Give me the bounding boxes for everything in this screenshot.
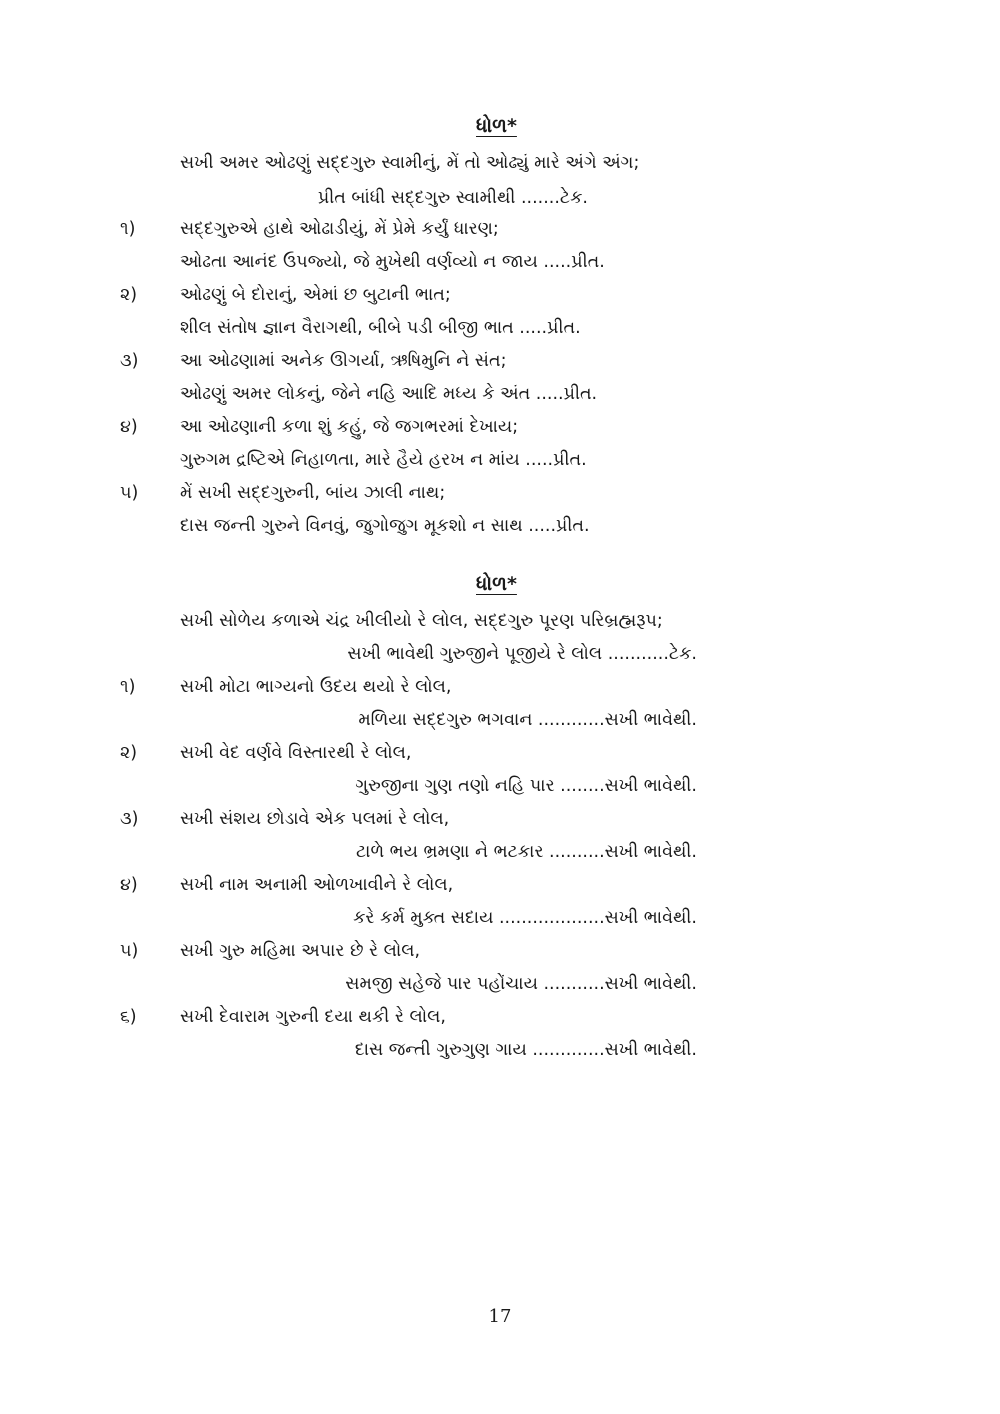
verse-line-1: આ ઓઢણામાં અનેક ઊગર્યા, ઋષિમુનિ ને સંત; [180, 351, 507, 371]
verse-number: ૬) [120, 1007, 137, 1027]
song-title-text: ધોળ [476, 115, 507, 137]
verse-line-1: ઓઢણું બે દોરાનું, એમાં છ બુટાની ભાત; [180, 285, 451, 305]
verse-line-2: ગુરુજીના ગુણ તણો નહિ પાર ........સખી ભાવેથી. [355, 776, 697, 796]
verse-line-1: આ ઓઢણાની કળા શું કહું, જે જગભરમાં દેખાય; [180, 417, 519, 437]
refrain-line-2: સખી ભાવેથી ગુરુજીને પૂજીયે રે લોલ ...........ટેક. [347, 644, 697, 664]
verse-line-1: સખી વેદ વર્ણવે વિસ્તારથી રે લોલ, [180, 743, 412, 763]
verse-line-1: મેં સખી સદ્દગુરુની, બાંય ઝાલી નાથ; [180, 483, 446, 503]
verse-line-1: સખી નામ અનામી ઓળખાવીને રે લોલ, [180, 875, 454, 895]
verse-number: ૨) [120, 743, 138, 763]
verse-line-1: સખી સંશય છોડાવે એક પલમાં રે લોલ, [180, 809, 450, 829]
verse-number: ૪) [120, 417, 138, 437]
song-title-text: ધોળ [476, 573, 507, 595]
verse-line-2: ઓઢતા આનંદ ઉપજ્યો, જે મુખેથી વર્ણવ્યો ન જાય .....પ્રીત. [180, 252, 605, 272]
song-title [476, 570, 517, 598]
verse-line-2: સમજી સહેજે પાર પહોંચાય ...........સખી ભાવેથી. [345, 974, 697, 994]
verse-number: ૧) [120, 677, 136, 697]
refrain-line-2: પ્રીત બાંધી સદ્દગુરુ સ્વામીથી .......ટેક. [317, 188, 588, 208]
verse-line-2: ઓઢણું અમર લોકનું, જેને નહિ આદિ મધ્ય કે અંત .....પ્રીત. [180, 384, 598, 404]
refrain-line-1: સખી સોળેય કળાએ ચંદ્ર ખીલીયો રે લોલ, સદ્દગુરુ પૂરણ પરિબ્રહ્મરૂપ; [180, 611, 663, 631]
verse-line-1: સખી ગુરુ મહિમા અપાર છે રે લોલ, [180, 941, 421, 961]
verse-number: ૧) [120, 219, 136, 239]
page-number: 17 [488, 1306, 512, 1327]
verse-line-2: કરે કર્મ મુક્ત સદાય ...................સખી ભાવેથી. [353, 908, 697, 928]
verse-number: ૫) [120, 941, 139, 961]
verse-number: ૨) [120, 285, 138, 305]
verse-line-2: શીલ સંતોષ જ્ઞાન વૈરાગથી, બીબે પડી બીજી ભાત .....પ્રીત. [180, 318, 581, 338]
verse-line-2: ટાળે ભય ભ્રમણા ને ભટકાર ..........સખી ભાવેથી. [355, 842, 697, 862]
verse-line-1: સખી દેવારામ ગુરુની દયા થકી રે લોલ, [180, 1007, 446, 1027]
verse-number: ૩) [120, 809, 139, 829]
verse-line-2: દાસ જન્તી ગુરુગુણ ગાય .............સખી ભાવેથી. [354, 1040, 697, 1060]
song-title-mark: * [506, 573, 517, 595]
verse-line-2: મળિયા સદ્દગુરુ ભગવાન ............સખી ભાવેથી. [358, 710, 697, 730]
song-title [476, 112, 517, 140]
verse-line-2: દાસ જન્તી ગુરુને વિનવું, જુગોજુગ મૂકશો ન સાથ .....પ્રીત. [180, 516, 590, 536]
song-title-mark: * [506, 115, 517, 137]
verse-number: ૪) [120, 875, 138, 895]
verse-number: ૫) [120, 483, 139, 503]
refrain-line-1: સખી અમર ઓઢણું સદ્દગુરુ સ્વામીનું, મેં તો ઓઢ્યું મારે અંગે અંગ; [180, 153, 640, 173]
verse-number: ૩) [120, 351, 139, 371]
verse-line-1: સદ્દગુરુએ હાથે ઓઢાડીયું, મેં પ્રેમે કર્યું ધારણ; [180, 219, 499, 239]
verse-line-1: સખી મોટા ભાગ્યનો ઉદય થયો રે લોલ, [180, 677, 452, 697]
verse-line-2: ગુરુગમ દ્રષ્ટિએ નિહાળતા, મારે હૈયે હરખ ન માંય .....પ્રીત. [180, 450, 587, 470]
